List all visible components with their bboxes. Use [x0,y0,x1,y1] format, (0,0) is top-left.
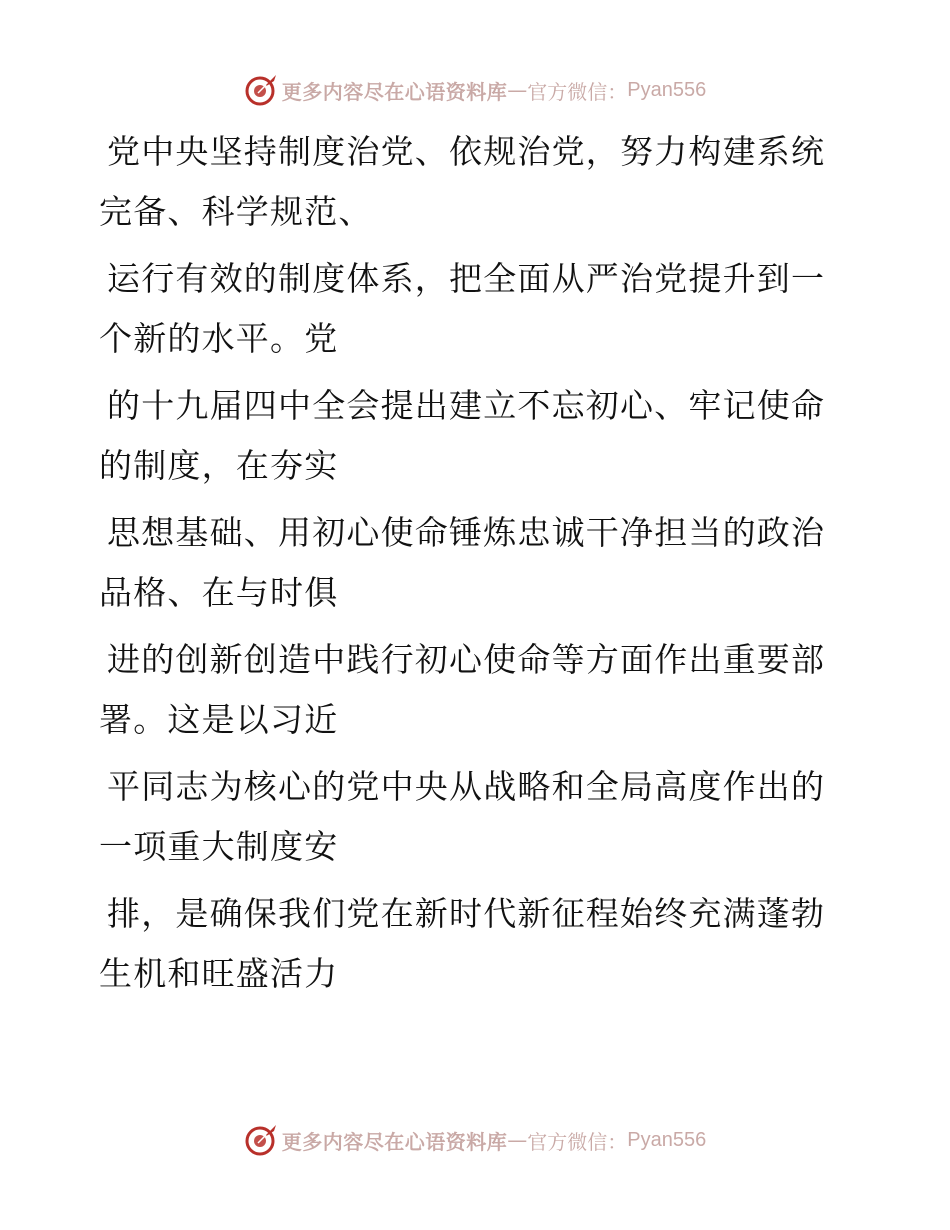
paragraph: 党中央坚持制度治党、依规治党，努力构建系统完备、科学规范、 [99,132,826,231]
paragraph: 思想基础、用初心使命锤炼忠诚干净担当的政治品格、在与时俱 [99,513,826,612]
document-body [99,122,839,1011]
paragraph: 运行有效的制度体系，把全面从严治党提升到一个新的水平。党 [99,259,826,358]
watermark-title: 更多内容尽在心语资料库 [281,79,508,104]
watermark-dash: — [507,1128,528,1152]
watermark-wechat-label: 官方微信： [527,79,628,104]
paragraph: 排，是确保我们党在新时代新征程始终充满蓬勃生机和旺盛活力 [99,894,826,993]
watermark-title: 更多内容尽在心语资料库 [281,1129,508,1154]
header-watermark [0,70,950,110]
quill-pen-logo-icon [244,1123,278,1157]
paragraph: 平同志为核心的党中央从战略和全局高度作出的一项重大制度安 [99,767,826,866]
watermark-dash: — [507,78,528,102]
paragraph: 进的创新创造中践行初心使命等方面作出重要部署。这是以习近 [99,640,826,739]
footer-watermark [0,1120,950,1160]
quill-pen-logo-icon [244,73,278,107]
paragraph: 的十九届四中全会提出建立不忘初心、牢记使命的制度，在夯实 [99,386,826,485]
watermark-wechat-id: Pyan556 [627,1128,707,1151]
watermark-wechat-label: 官方微信： [527,1129,628,1154]
watermark-wechat-id: Pyan556 [627,78,707,101]
